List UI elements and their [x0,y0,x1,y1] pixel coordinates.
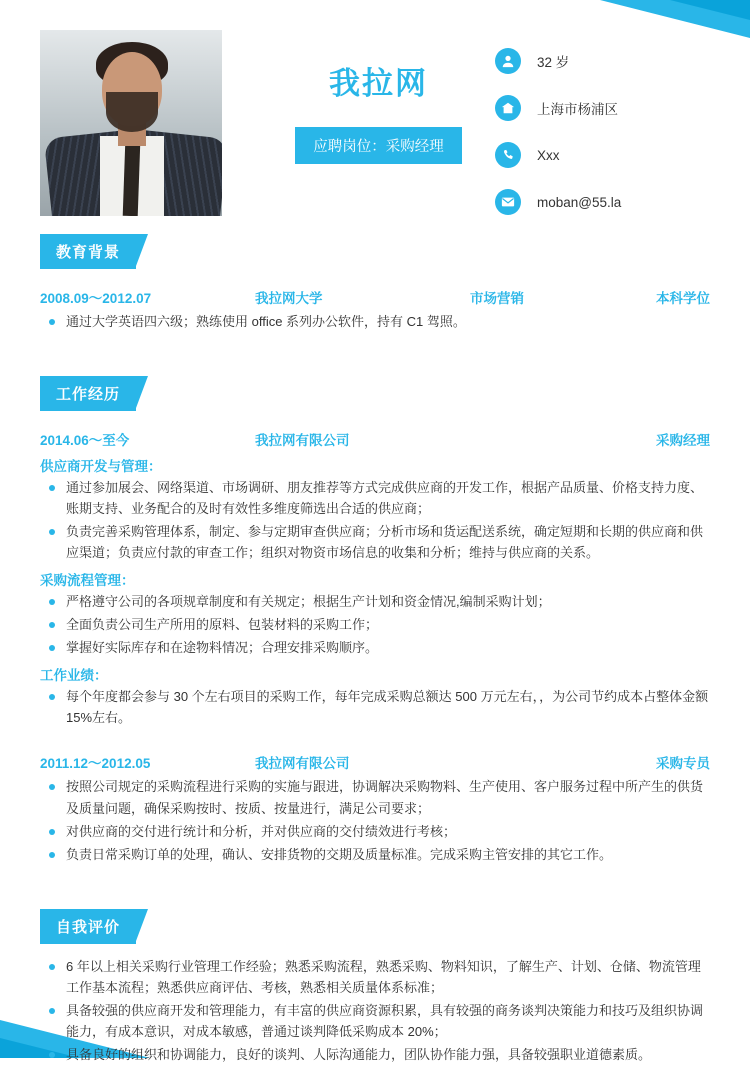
list-item: 掌握好实际库存和在途物料情况；合理安排采购顺序。 [40,637,710,658]
list-item: 通过大学英语四六级；熟练使用 office 系列办公软件，持有 C1 驾照。 [40,311,710,332]
work-bullets-1-2 [40,686,710,728]
list-item: 每个年度都会参与 30 个左右项目的采购工作，每年完成采购总额达 500 万元左右，，为公司节约成本占整体金额 15%左右。 [40,686,710,728]
work-subhead-1-2: 工作业绩： [40,668,108,684]
list-item: 具备良好的组织和协调能力，良好的谈判、人际沟通能力，团队协作能力强，具备较强职业道德素质。 [40,1044,710,1065]
page-title: 我拉网 [329,66,428,101]
education-bullets [40,311,710,332]
avatar [40,30,222,216]
work-company-2: 我拉网有限公司 [255,756,350,772]
work-entry-row-1 [40,429,710,449]
contact-item-phone [495,142,710,168]
section-title-self-evaluation-label: 自我评价 [40,909,136,944]
list-item: 负责日常采购订单的处理，确认、安排货物的交期及质量标准。完成采购主管安排的其它工作。 [40,844,710,865]
section-education [40,234,710,332]
section-self-evaluation [40,909,710,1065]
work-bullets-1-1 [40,591,710,658]
section-title-work [40,376,148,411]
mail-icon [495,189,521,215]
contact-list [495,30,710,236]
person-icon [495,48,521,74]
contact-item-email [495,189,710,215]
work-subhead-1-1: 采购流程管理： [40,573,135,589]
contact-phone-text: Xxx [537,147,560,163]
section-title-education-label: 教育背景 [40,234,136,269]
education-entry-row [40,287,710,307]
work-role-2: 采购专员 [656,756,710,772]
education-degree: 本科学位 [656,291,710,306]
section-work-experience [40,376,710,865]
list-item: 对供应商的交付进行统计和分析，并对供应商的交付绩效进行考核； [40,821,710,842]
list-item: 6 年以上相关采购行业管理工作经验；熟悉采购流程，熟悉采购、物料知识，了解生产、计划、仓储、物流管理工作基本流程；熟悉供应商评估、考核，熟悉相关质量体系标准； [40,956,710,998]
contact-email-text: moban@55.la [537,194,622,210]
contact-address-text: 上海市杨浦区 [537,102,618,117]
list-item: 严格遵守公司的各项规章制度和有关规定；根据生产计划和资金情况,编制采购计划； [40,591,710,612]
work-date-1: 2014.06～至今 [40,433,130,449]
work-subhead-1-0: 供应商开发与管理： [40,459,162,475]
work-role-1: 采购经理 [656,433,710,449]
work-date-2: 2011.12～2012.05 [40,756,151,772]
contact-age-text: 32 岁 [537,55,570,70]
education-major: 市场营销 [470,291,524,306]
work-bullets-1-0 [40,477,710,563]
header-identity [222,30,495,164]
section-title-education [40,234,148,269]
education-date: 2008.09～2012.07 [40,291,152,306]
applied-position-badge: 应聘岗位：采购经理 [295,127,462,164]
list-item: 负责完善采购管理体系，制定、参与定期审查供应商；分析市场和货运配送系统，确定短期和长期的供应商和供应渠道；负责应付款的审查工作；组织对物资市场信息的收集和分析；维持与供应商的关系。 [40,521,710,563]
list-item: 全面负责公司生产所用的原料、包装材料的采购工作； [40,614,710,635]
section-title-work-label: 工作经历 [40,376,136,411]
contact-item-age [495,48,710,74]
home-icon [495,95,521,121]
list-item: 具备较强的供应商开发和管理能力，有丰富的供应商资源积累，具有较强的商务谈判决策能力和技巧及组织协调能力，有成本意识，对成本敏感，普通过谈判降低采购成本 20%； [40,1000,710,1042]
contact-item-address [495,95,710,121]
work-bullets-2-0 [40,776,710,864]
self-evaluation-bullets [40,956,710,1065]
list-item: 通过参加展会、网络渠道、市场调研、朋友推荐等方式完成供应商的开发工作，根据产品质量、价格支持力度、账期支持、业务配合的及时有效性多维度筛选出合适的供应商； [40,477,710,519]
education-school: 我拉网大学 [255,291,323,306]
phone-icon [495,142,521,168]
work-entry-row-2 [40,752,710,772]
list-item: 按照公司规定的采购流程进行采购的实施与跟进，协调解决采购物料、生产使用、客户服务过程中所产生的供货及质量问题，确保采购按时、按质、按量进行，满足公司要求； [40,776,710,818]
section-title-self-evaluation [40,909,148,944]
resume-header [40,0,710,220]
work-company-1: 我拉网有限公司 [255,433,350,449]
